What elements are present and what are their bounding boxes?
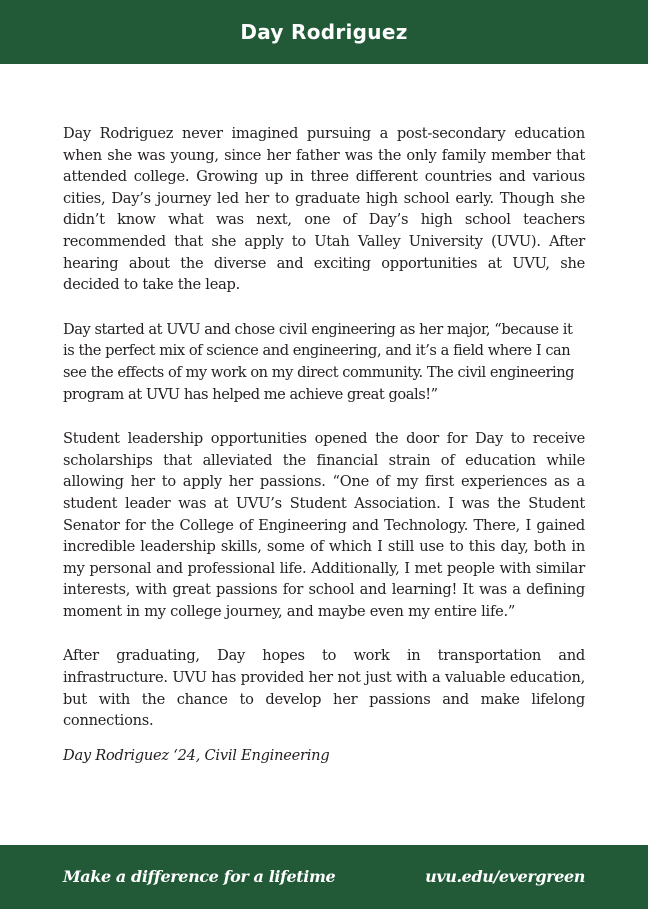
body-paragraph-2: Day started at UVU and chose civil engineering as her major, “because it is the perfect mix of science and engineering, and it’s a field where I can see the effects of my work on my direct community. The civil engineering program at UVU has helped me achieve great goals!”: [63, 320, 575, 403]
page-title: Day Rodriguez: [240, 20, 408, 44]
signature-line: Day Rodriguez ‘24, Civil Engineering: [63, 746, 330, 764]
footer-url-link[interactable]: uvu.edu/evergreen: [425, 867, 585, 886]
header-banner: [0, 0, 648, 64]
footer-tagline: Make a difference for a lifetime: [63, 867, 336, 886]
body-paragraph-3: Student leadership opportunities opened the door for Day to receive scholarships that alleviated the financial strain of education while allowing her to apply her passions. “One of my first experiences as a student leader was at UVU’s Student Association. I was the Student Senator for the College of Engineering and Technology. There, I gained incredible leadership skills, some of which I still use to this day, both in my personal and professional life. Additionally, I met people with similar interests, with great passions for school and learning! It was a defining moment in my college journey, and maybe even my entire life.”: [63, 430, 585, 620]
article-body: [63, 123, 585, 766]
body-paragraph-4: After graduating, Day hopes to work in transportation and infrastructure. UVU has provided her not just with a valuable education, but with the chance to develop her passions and make lifelong connections.: [63, 647, 585, 730]
body-paragraph-1: Day Rodriguez never imagined pursuing a post-secondary education when she was young, since her father was the only family member that attended college. Growing up in three different countries and various cities, Day’s journey led her to graduate high school early. Though she didn’t know what was next, one of Day’s high school teachers recommended that she apply to Utah Valley University (UVU). After hearing about the diverse and exciting opportunities at UVU, she decided to take the leap.: [63, 125, 585, 294]
footer-banner: [0, 845, 648, 909]
